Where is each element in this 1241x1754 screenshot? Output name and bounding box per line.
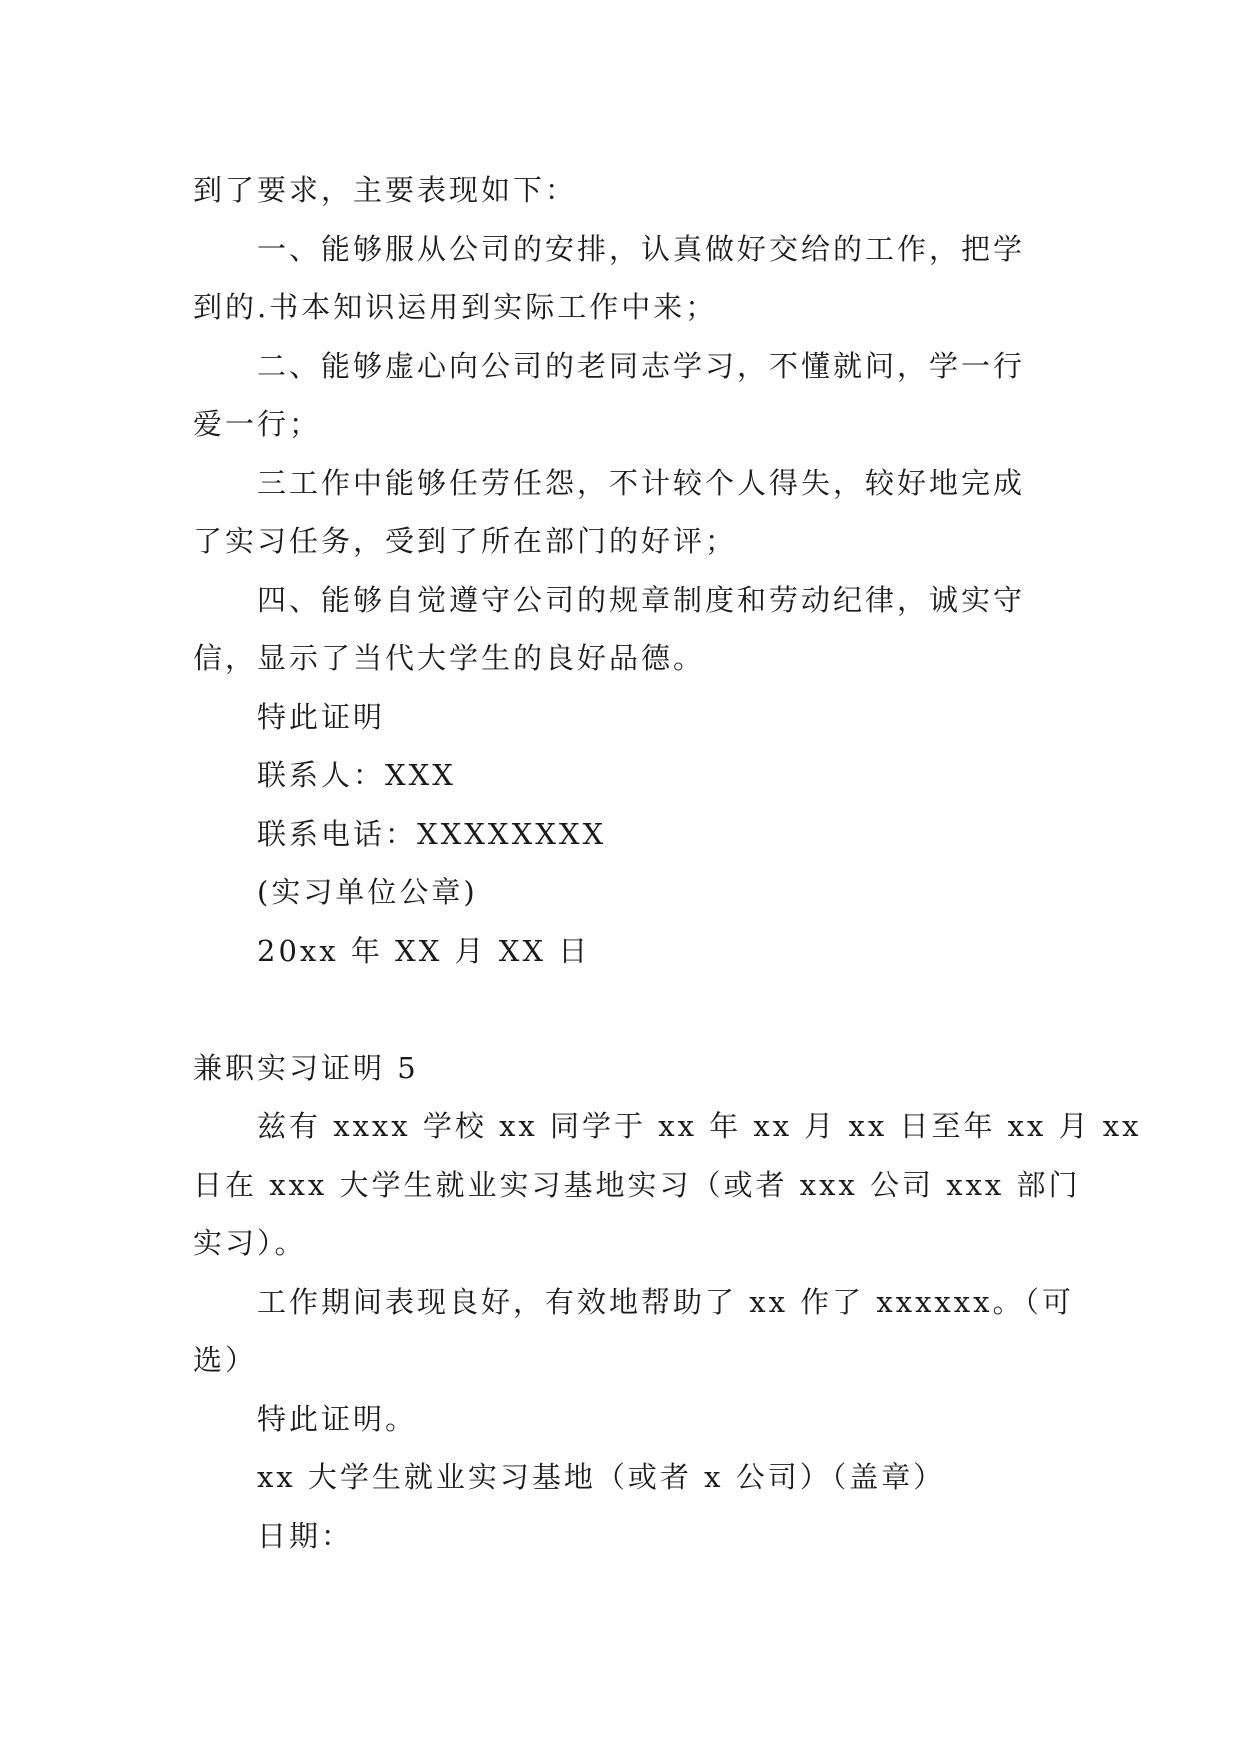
paragraph-1-cont-b: 实习）。 [193, 1226, 307, 1260]
paragraph-1-cont-a: 日在 xxx 大学生就业实习基地实习（或者 xxx 公司 xxx 部门 [193, 1167, 1081, 1202]
contact-person: 联系人：XXX [257, 758, 456, 792]
document-body [193, 161, 1142, 1565]
text-line-intro: 到了要求，主要表现如下： [193, 173, 578, 207]
paragraph-2: 工作期间表现良好，有效地帮助了 xx 作了 xxxxxx。（可 [257, 1284, 1074, 1319]
certify-text: 特此证明 [257, 699, 386, 734]
list-item-2-cont: 爱一行； [193, 407, 322, 441]
list-item-4: 四、能够自觉遵守公司的规章制度和劳动纪律，诚实守 [257, 582, 1026, 617]
list-item-1-cont: 到的.书本知识运用到实际工作中来； [193, 290, 718, 324]
section-heading: 兼职实习证明 5 [193, 1050, 419, 1085]
certify-text-2: 特此证明。 [257, 1401, 418, 1436]
list-item-4-cont: 信，显示了当代大学生的良好品德。 [193, 641, 706, 675]
paragraph-2-cont: 选） [193, 1343, 258, 1377]
list-item-3: 三工作中能够任劳任怨，不计较个人得失，较好地完成 [257, 465, 1026, 500]
list-item-2: 二、能够虚心向公司的老同志学习，不懂就问，学一行 [257, 348, 1026, 383]
seal-note: (实习单位公章) [257, 875, 478, 909]
section-gap [193, 980, 1053, 1039]
paragraph-1: 兹有 xxxx 学校 xx 同学于 xx 年 xx 月 xx 日至年 xx 月 xx [257, 1109, 1142, 1143]
issuing-organization: xx 大学生就业实习基地（或者 x 公司）（盖章） [257, 1460, 946, 1494]
issue-date: 20xx 年 XX 月 XX 日 [257, 933, 591, 968]
list-item-3-cont: 了实习任务，受到了所在部门的好评； [193, 524, 738, 558]
date-label: 日期： [257, 1518, 354, 1553]
contact-phone: 联系电话：XXXXXXXX [257, 816, 607, 851]
list-item-1: 一、能够服从公司的安排，认真做好交给的工作，把学 [257, 231, 1026, 266]
